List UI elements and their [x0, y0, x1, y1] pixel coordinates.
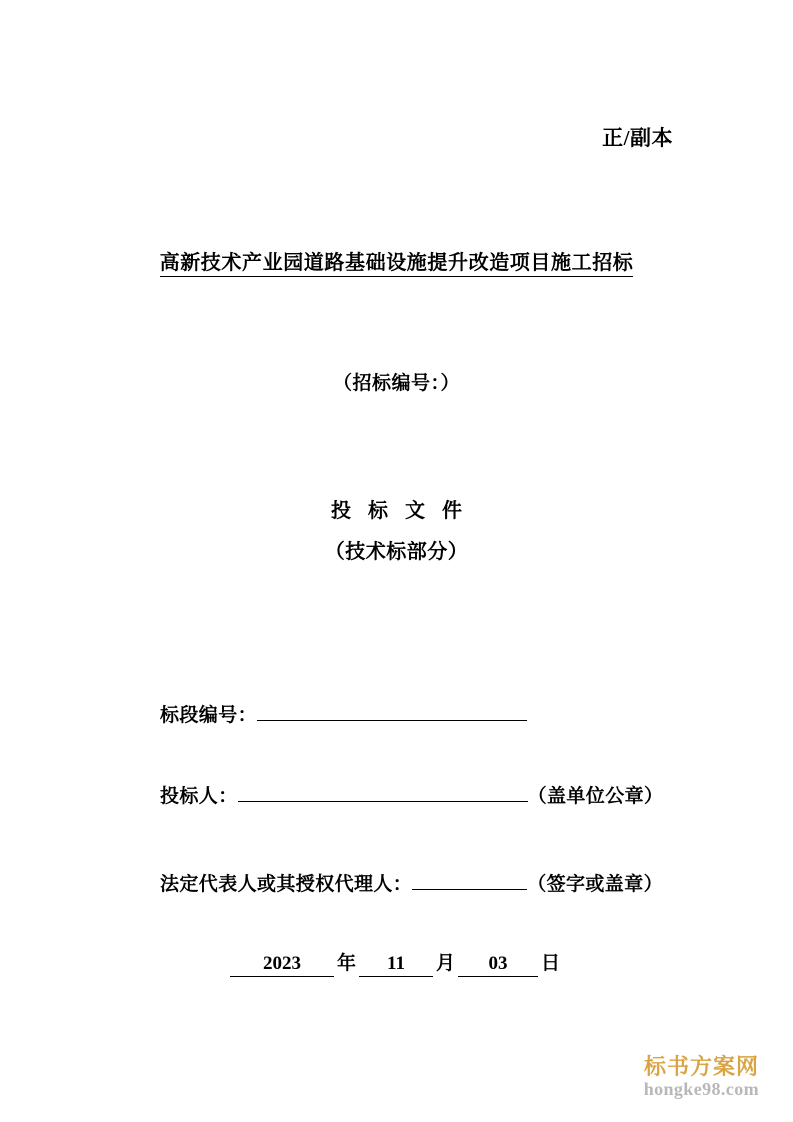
- field-bidder-label: 投标人：: [160, 786, 238, 807]
- date-year-unit: 年: [336, 953, 356, 974]
- project-title: [0, 246, 793, 275]
- project-title-text: 高新技术产业园道路基础设施提升改造项目施工招标: [160, 252, 634, 277]
- field-bidder: [160, 781, 663, 808]
- date-month-input[interactable]: 11: [359, 953, 433, 977]
- field-legal-representative-input[interactable]: [412, 872, 527, 890]
- document-type-title: 投 标 文 件: [331, 500, 468, 522]
- field-legal-representative: [160, 869, 663, 896]
- field-bidder-input[interactable]: [238, 784, 528, 802]
- watermark-site-name: 标书方案网: [643, 1054, 759, 1080]
- watermark-site-url: hongke98.com: [643, 1079, 759, 1100]
- field-bidder-suffix: （盖单位公章）: [527, 786, 664, 807]
- copy-marker: 正/副本: [602, 126, 673, 150]
- watermark: [644, 1054, 759, 1100]
- field-legal-representative-label: 法定代表人或其授权代理人：: [160, 874, 413, 895]
- date-day-unit: 日: [541, 953, 561, 974]
- field-lot-number: [160, 700, 527, 727]
- date-month-unit: 月: [435, 953, 455, 974]
- field-legal-representative-suffix: （签字或盖章）: [527, 874, 664, 895]
- date-row: [0, 948, 793, 977]
- tender-number: （招标编号：）: [332, 373, 460, 394]
- document-subtype-title: （技术标部分）: [324, 541, 469, 563]
- field-lot-number-label: 标段编号：: [160, 705, 258, 726]
- field-lot-number-input[interactable]: [257, 703, 527, 721]
- date-year-input[interactable]: 2023: [230, 953, 334, 977]
- date-day-input[interactable]: 03: [458, 953, 538, 977]
